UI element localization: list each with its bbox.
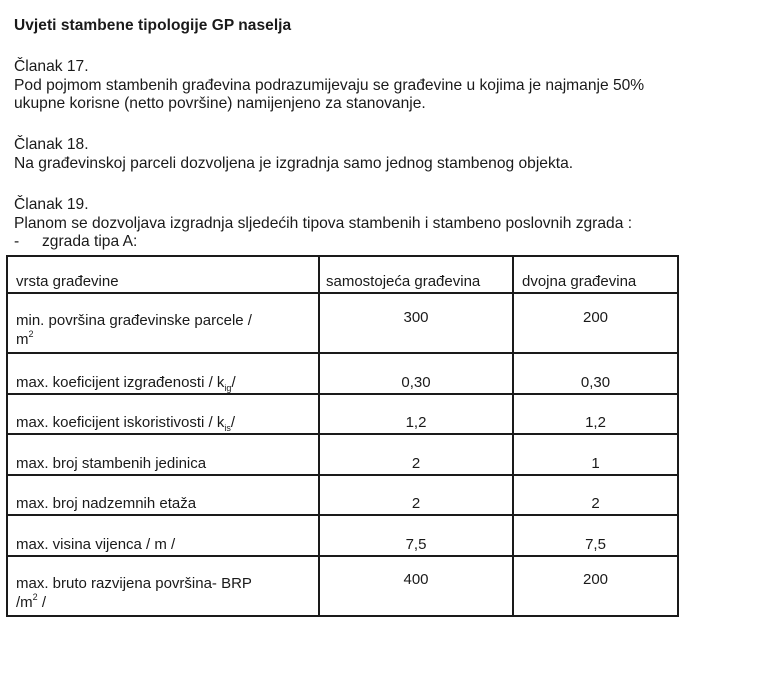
- article-17-line-2: ukupne korisne (netto površine) namijenjeno za stanovanje.: [14, 95, 426, 112]
- table-row: [7, 293, 678, 353]
- value-samostojeca: 2: [319, 434, 513, 475]
- value-samostojeca: 400: [319, 556, 513, 616]
- table-row: [7, 394, 678, 434]
- value-dvojna: 200: [513, 293, 678, 353]
- value-dvojna: 200: [513, 556, 678, 616]
- document-title: Uvjeti stambene tipologije GP naselja: [14, 17, 292, 34]
- article-17-body: [14, 77, 644, 113]
- row-label: max. visina vijenca / m /: [7, 515, 319, 556]
- value-samostojeca: 7,5: [319, 515, 513, 556]
- value-dvojna: 1: [513, 434, 678, 475]
- value-samostojeca: 1,2: [319, 394, 513, 434]
- article-18-body: Na građevinskoj parceli dozvoljena je izgradnja samo jednog stambenog objekta.: [14, 155, 574, 172]
- row-label: min. površina građevinske parcele / $m^2$: [7, 293, 319, 353]
- value-dvojna: 0,30: [513, 353, 678, 394]
- table-row: [7, 475, 678, 515]
- value-samostojeca: 300: [319, 293, 513, 353]
- value-dvojna: 2: [513, 475, 678, 515]
- value-dvojna: 7,5: [513, 515, 678, 556]
- value-samostojeca: 2: [319, 475, 513, 515]
- header-vrsta-gradevine: vrsta građevine: [7, 256, 319, 293]
- value-samostojeca: 0,30: [319, 353, 513, 394]
- article-17-heading: Članak 17.: [14, 58, 89, 75]
- header-samostojeca: samostojeća građevina: [319, 256, 513, 293]
- row-label: max. broj nadzemnih etaža: [7, 475, 319, 515]
- list-item-text: zgrada tipa A:: [42, 233, 138, 250]
- table-row: [7, 515, 678, 556]
- article-19-body: Planom se dozvoljava izgradnja sljedećih tipova stambenih i stambeno poslovnih zgrada :: [14, 215, 633, 232]
- table-row: [7, 434, 678, 475]
- value-dvojna: 1,2: [513, 394, 678, 434]
- row-label: max. koeficijent izgrađenosti / $k_{ig}/$: [7, 353, 319, 394]
- table-row: [7, 556, 678, 616]
- article-18-heading: Članak 18.: [14, 136, 89, 153]
- building-type-table: [6, 255, 679, 617]
- table-header-row: [7, 256, 678, 293]
- row-label: max. bruto razvijena površina- BRP $/m^2$ /: [7, 556, 319, 616]
- article-19-heading: Članak 19.: [14, 196, 89, 213]
- table-row: [7, 353, 678, 394]
- article-19-list-item: [14, 233, 137, 251]
- article-17-line-1: Pod pojmom stambenih građevina podrazumijevaju se građevine u kojima je najmanje 50%: [14, 77, 645, 94]
- list-dash: -: [14, 233, 20, 250]
- row-label: max. koeficijent iskoristivosti / $k_{is}/$: [7, 394, 319, 434]
- row-label: max. broj stambenih jedinica: [7, 434, 319, 475]
- header-dvojna: dvojna građevina: [513, 256, 678, 293]
